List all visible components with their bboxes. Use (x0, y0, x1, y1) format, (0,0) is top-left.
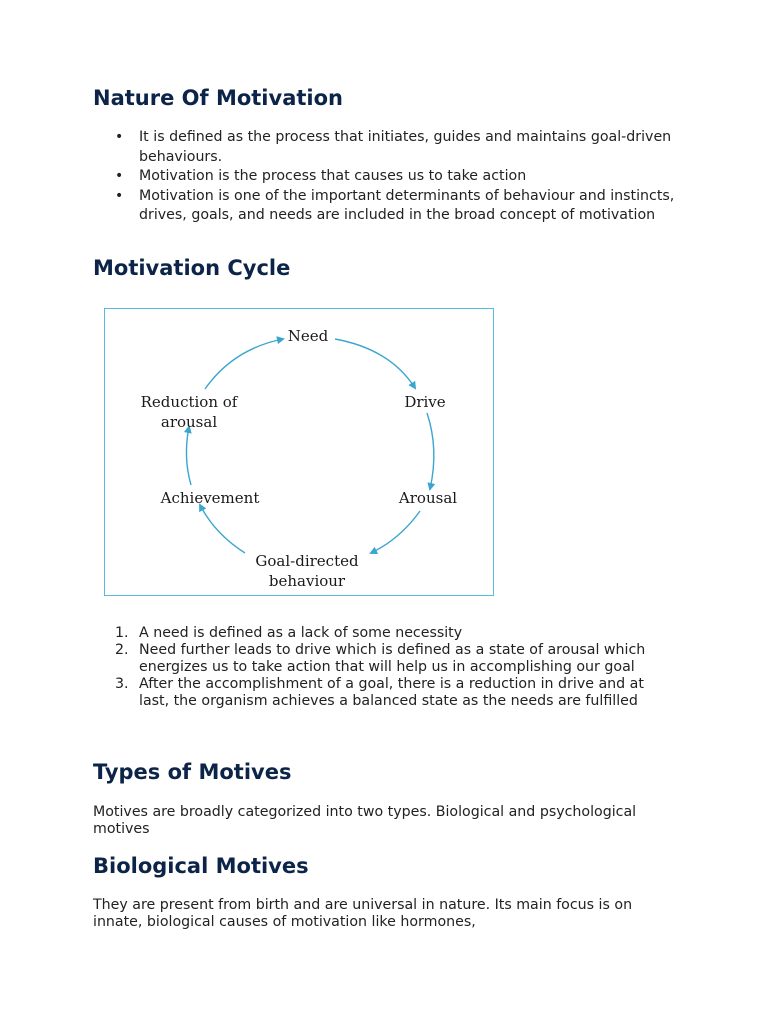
cycle-steps-list (93, 625, 678, 710)
arrow-achievement-to-reduction (186, 427, 191, 485)
bullet-icon: • (115, 129, 124, 145)
heading-motivation-cycle: Motivation Cycle (93, 256, 291, 280)
node-reduction-line1: Reduction of (140, 393, 238, 411)
node-arousal: Arousal (398, 489, 458, 507)
node-goal-directed-line2: behaviour (268, 572, 346, 590)
arrow-goal-to-achievement (200, 505, 245, 553)
bullet-icon: • (115, 187, 124, 204)
types-paragraph: Motives are broadly categorized into two types. Biological and psychological motives (93, 804, 637, 837)
arrow-drive-to-arousal (427, 413, 434, 489)
list-item: 3. After the accomplishment of a goal, there is a reduction in drive and at last, the organism achieves a balanced state as the needs are fulfilled (115, 676, 644, 709)
list-item: • Motivation is the process that causes us to take action (93, 167, 678, 187)
motivation-cycle-diagram (104, 308, 494, 596)
bullet-icon: • (115, 168, 124, 184)
biological-paragraph: They are present from birth and are universal in nature. Its main focus is on innate, biological causes of motivation like hormones, (93, 897, 633, 930)
node-drive: Drive (404, 393, 446, 411)
list-item: 1. A need is defined as a lack of some necessity (115, 625, 463, 641)
node-achievement: Achievement (160, 489, 260, 507)
arrow-arousal-to-goal (371, 511, 420, 553)
node-need: Need (287, 327, 329, 345)
list-item: • Motivation is one of the important determinants of behaviour and instincts, drives, goals, and needs are included in the broad concept of motivation (115, 187, 675, 223)
arrow-need-to-drive (335, 339, 415, 388)
arrow-reduction-to-need (205, 339, 283, 389)
list-item: • It is defined as the process that initiates, guides and maintains goal-driven behaviours. (115, 129, 672, 165)
heading-types-of-motives: Types of Motives (93, 760, 292, 784)
nature-bullet-list (93, 128, 678, 226)
list-item: 2. Need further leads to drive which is defined as a state of arousal which energizes us to take action that will help us in accomplishing our goal (115, 642, 646, 675)
node-reduction-line2: arousal (160, 413, 218, 431)
node-goal-directed-line1: Goal-directed (255, 552, 359, 570)
heading-biological-motives: Biological Motives (93, 854, 309, 878)
heading-nature-of-motivation: Nature Of Motivation (93, 86, 343, 110)
